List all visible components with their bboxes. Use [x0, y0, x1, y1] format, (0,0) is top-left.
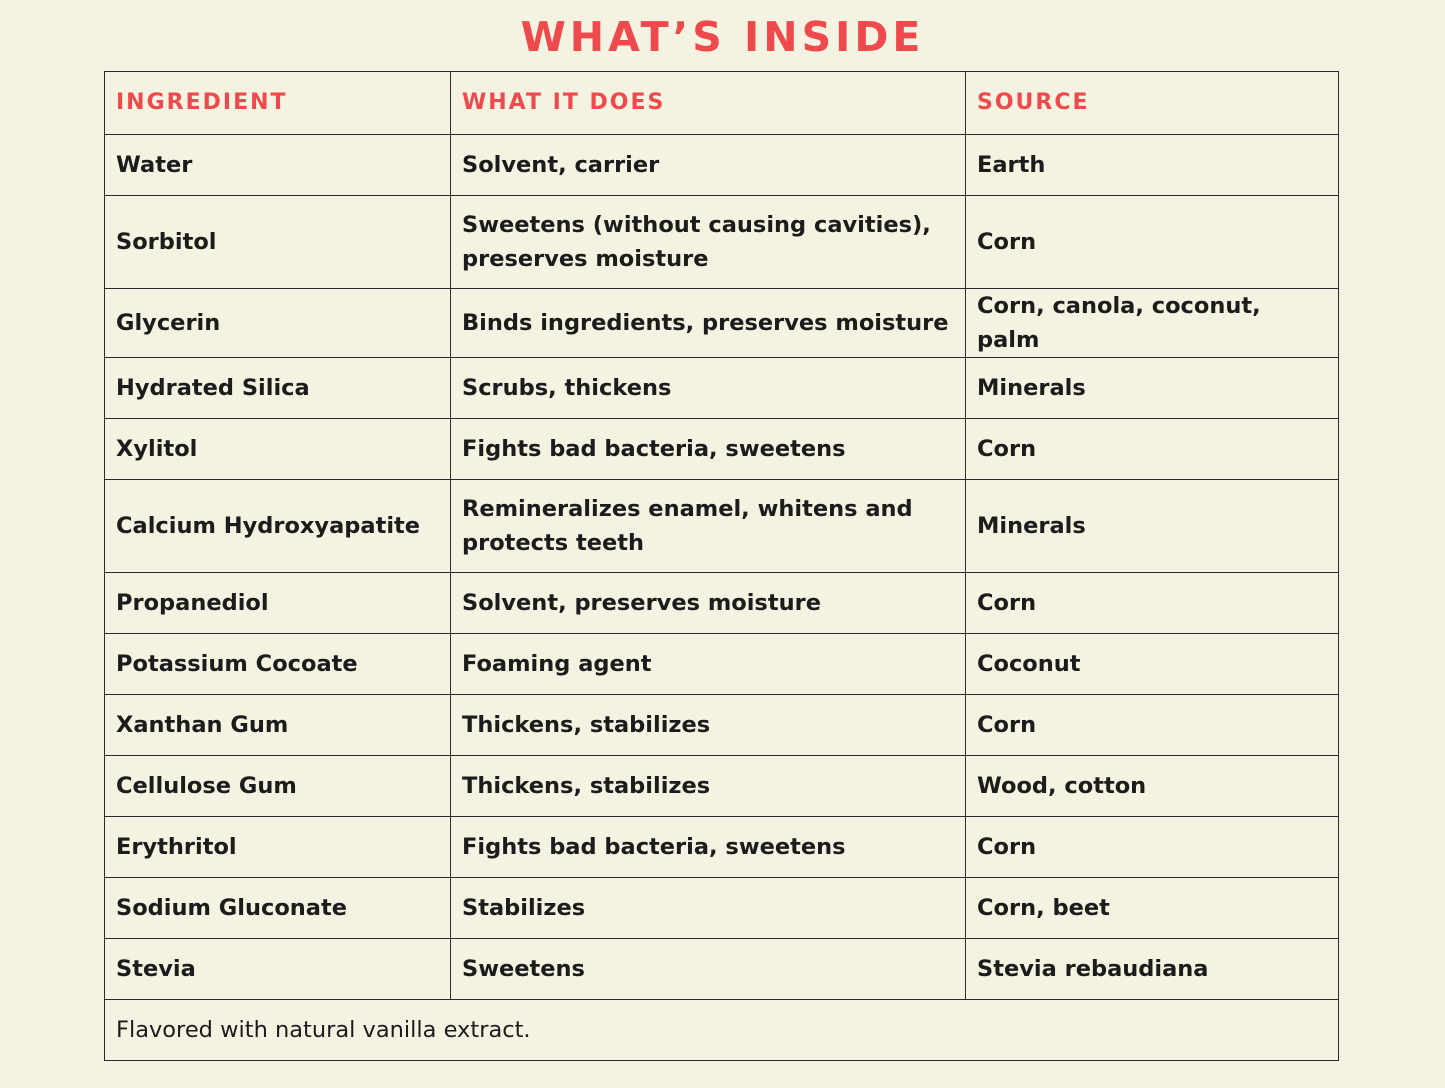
- source-cell: Minerals: [966, 358, 1339, 419]
- column-header-what-it-does: WHAT IT DOES: [451, 72, 966, 135]
- function-cell: Solvent, preserves moisture: [451, 573, 966, 634]
- source-cell: Corn: [966, 419, 1339, 480]
- ingredient-cell: Potassium Cocoate: [105, 634, 451, 695]
- source-cell: Corn, canola, coconut, palm: [966, 289, 1339, 358]
- ingredient-cell: Calcium Hydroxyapatite: [105, 480, 451, 573]
- source-cell: Earth: [966, 135, 1339, 196]
- table-header-row: [105, 72, 1339, 135]
- ingredient-cell: Xanthan Gum: [105, 695, 451, 756]
- function-cell: Fights bad bacteria, sweetens: [451, 419, 966, 480]
- column-header-ingredient: INGREDIENT: [105, 72, 451, 135]
- table-row: [105, 480, 1339, 573]
- function-cell: Stabilizes: [451, 878, 966, 939]
- function-cell: Scrubs, thickens: [451, 358, 966, 419]
- table-row: [105, 939, 1339, 1000]
- ingredient-cell: Propanediol: [105, 573, 451, 634]
- function-cell: Thickens, stabilizes: [451, 695, 966, 756]
- source-cell: Corn: [966, 695, 1339, 756]
- source-cell: Coconut: [966, 634, 1339, 695]
- table-row: [105, 817, 1339, 878]
- table-row: [105, 419, 1339, 480]
- source-cell: Corn: [966, 196, 1339, 289]
- table-row: [105, 756, 1339, 817]
- function-cell: Sweetens: [451, 939, 966, 1000]
- function-cell: Sweetens (without causing cavities), preserves moisture: [451, 196, 966, 289]
- page-title: WHAT’S INSIDE: [520, 13, 925, 61]
- ingredients-table: [104, 71, 1339, 1061]
- source-cell: Corn: [966, 573, 1339, 634]
- source-cell: Wood, cotton: [966, 756, 1339, 817]
- ingredient-cell: Glycerin: [105, 289, 451, 358]
- source-cell: Minerals: [966, 480, 1339, 573]
- footer-note: Flavored with natural vanilla extract.: [105, 1000, 1339, 1061]
- function-cell: Solvent, carrier: [451, 135, 966, 196]
- function-cell: Foaming agent: [451, 634, 966, 695]
- source-cell: Stevia rebaudiana: [966, 939, 1339, 1000]
- ingredient-cell: Stevia: [105, 939, 451, 1000]
- source-cell: Corn, beet: [966, 878, 1339, 939]
- ingredient-cell: Erythritol: [105, 817, 451, 878]
- table-row: [105, 634, 1339, 695]
- ingredient-cell: Sodium Gluconate: [105, 878, 451, 939]
- ingredient-cell: Water: [105, 135, 451, 196]
- table-row: [105, 135, 1339, 196]
- function-cell: Remineralizes enamel, whitens and protects teeth: [451, 480, 966, 573]
- source-cell: Corn: [966, 817, 1339, 878]
- column-header-source: SOURCE: [966, 72, 1339, 135]
- table-row: [105, 289, 1339, 358]
- ingredient-cell: Sorbitol: [105, 196, 451, 289]
- table-row: [105, 695, 1339, 756]
- ingredient-cell: Cellulose Gum: [105, 756, 451, 817]
- table-row: [105, 878, 1339, 939]
- table-row: [105, 358, 1339, 419]
- table-row: [105, 196, 1339, 289]
- table-row: [105, 573, 1339, 634]
- ingredient-cell: Hydrated Silica: [105, 358, 451, 419]
- function-cell: Fights bad bacteria, sweetens: [451, 817, 966, 878]
- ingredient-cell: Xylitol: [105, 419, 451, 480]
- function-cell: Thickens, stabilizes: [451, 756, 966, 817]
- function-cell: Binds ingredients, preserves moisture: [451, 289, 966, 358]
- table-footer-row: [105, 1000, 1339, 1061]
